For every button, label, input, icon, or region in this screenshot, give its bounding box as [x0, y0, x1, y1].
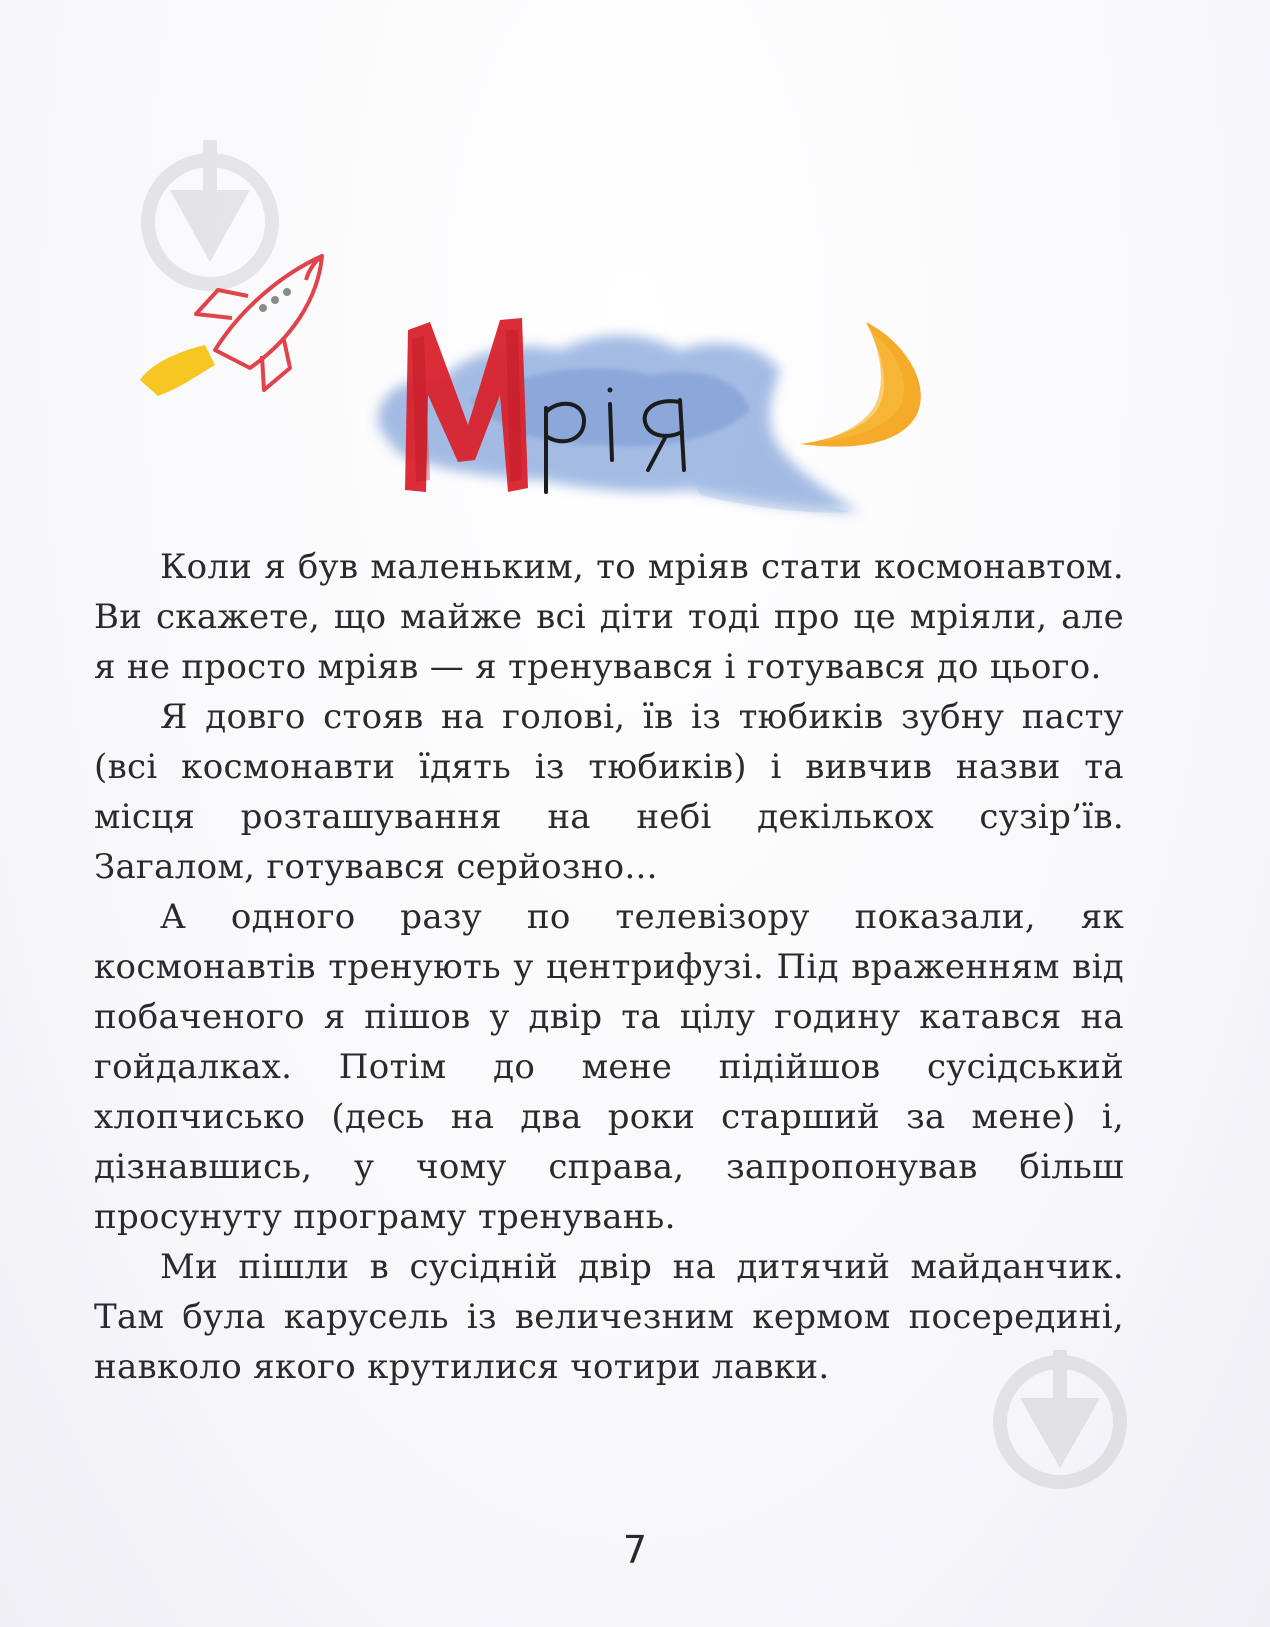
- moon-icon: [800, 322, 921, 447]
- page-number: 7: [622, 1528, 648, 1572]
- watermark-logo-icon: [985, 1340, 1135, 1490]
- paragraph-2: Я довго стояв на голові, їв із тюбиків зубну пасту (всі космонавти їдять із тюбиків) і вивчив назви та місця розташування на небі декількох сузір’їв. Загалом, готувався серйозно...: [94, 697, 1124, 887]
- paragraph-4: Ми пішли в сусідній двір на дитячий майданчик. Там була карусель із величезним кермом посередині, навколо якого крутилися чотири лавки.: [94, 1247, 1124, 1387]
- watermark-logo-icon: [148, 140, 272, 284]
- paragraph-1: Коли я був маленьким, то мріяв стати космонавтом. Ви скажете, що майже всі діти тоді про це мріяли, але я не просто мріяв — я тренувався і готувався до цього.: [94, 547, 1124, 687]
- paragraph-3: А одного разу по телевізору показали, як космонавтів тренують у центрифузі. Під враженням від побаченого я пішов у двір та цілу годину катався на гойдалках. Потім до мене підійшов сусідський хлопчисько (десь на два роки старший за мене) і, дізнавшись, у чому справа, запропонував більш просунуту програму тренувань.: [94, 897, 1124, 1237]
- body-text: [94, 542, 1124, 1392]
- title-illustration: [0, 0, 1270, 540]
